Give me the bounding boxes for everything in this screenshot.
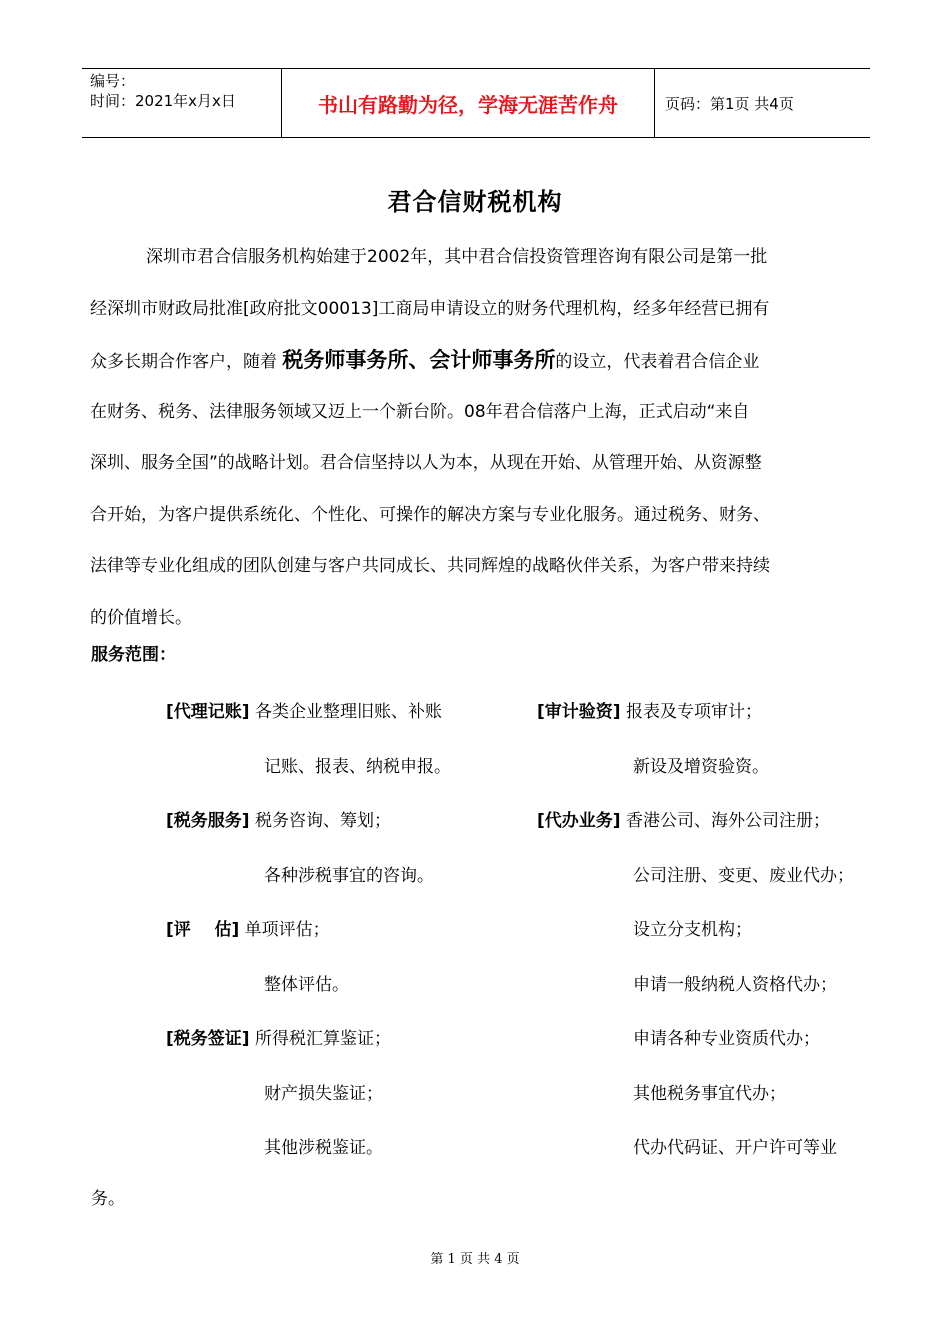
service-text: 设立分支机构； xyxy=(633,920,752,940)
service-item xyxy=(633,915,752,940)
service-tag: [代办业务] xyxy=(537,811,621,831)
service-item xyxy=(264,861,434,886)
service-text: 各种涉税事宜的咨询。 xyxy=(264,866,434,886)
intro-line: 法律等专业化组成的团队创建与客户共同成长、共同辉煌的战略伙伴关系，为客户带来持续 xyxy=(90,556,770,576)
service-tag: [税务服务] xyxy=(166,811,250,831)
service-text: 单项评估； xyxy=(239,920,330,940)
intro-line-part: 的设立，代表着君合信企业 xyxy=(555,352,760,372)
intro-line-emphasis xyxy=(90,335,860,387)
page-footer: 第 1 页 共 4 页 xyxy=(430,1252,520,1267)
service-tag: [代理记账] xyxy=(166,702,250,722)
document-header xyxy=(82,68,870,138)
service-item xyxy=(166,697,442,722)
page-title: 君合信财税机构 xyxy=(387,187,563,216)
service-text: 报表及专项审计； xyxy=(620,702,762,722)
header-motto: 书山有路勤为径，学海无涯苦作舟 xyxy=(282,69,655,137)
header-page-info: 页码：第1页 共4页 xyxy=(665,94,794,113)
service-text: 申请一般纳税人资格代办； xyxy=(633,975,837,995)
service-text: 税务咨询、筹划； xyxy=(249,811,391,831)
service-text: 整体评估。 xyxy=(264,975,349,995)
service-tag: [评 估] xyxy=(166,920,240,940)
service-item xyxy=(537,806,830,831)
service-text: 所得税汇算鉴证； xyxy=(249,1029,391,1049)
service-text: 其他税务事宜代办； xyxy=(633,1084,786,1104)
header-meta xyxy=(82,69,282,137)
intro-paragraph xyxy=(90,232,860,644)
service-text: 新设及增资验资。 xyxy=(633,757,769,777)
intro-line: 经深圳市财政局批准[政府批文00013]工商局申请设立的财务代理机构，经多年经营已拥有 xyxy=(90,298,770,319)
intro-line: 的价值增长。 xyxy=(90,607,192,628)
service-item xyxy=(633,1079,786,1104)
service-item xyxy=(166,915,330,940)
service-tag: [税务签证] xyxy=(166,1029,250,1049)
service-text: 香港公司、海外公司注册； xyxy=(620,811,830,831)
firm-names-emphasis: 税务师事务所、会计师事务所 xyxy=(282,348,556,372)
header-number: 编号： xyxy=(90,72,136,90)
service-text: 代办代码证、开户许可等业 xyxy=(633,1138,837,1158)
service-item xyxy=(537,697,762,722)
service-item xyxy=(166,806,391,831)
intro-line: 深圳、服务全国”的战略计划。君合信坚持以人为本，从现在开始、从管理开始、从资源整 xyxy=(90,453,762,473)
service-text: 各类企业整理旧账、补账 xyxy=(249,702,442,722)
header-time: 时间：2021年x月x日 xyxy=(90,92,236,110)
service-text: 财产损失鉴证； xyxy=(264,1084,383,1104)
services-heading: 服务范围： xyxy=(91,645,176,665)
intro-line-part: 众多长期合作客户，随着 xyxy=(90,352,283,372)
service-item xyxy=(633,861,854,886)
service-tail: 务。 xyxy=(91,1189,125,1209)
service-text: 记账、报表、纳税申报。 xyxy=(264,757,451,777)
intro-line: 深圳市君合信服务机构始建于2002年，其中君合信投资管理咨询有限公司是第一批 xyxy=(146,247,768,267)
service-item xyxy=(264,970,349,995)
service-text: 公司注册、变更、废业代办； xyxy=(633,866,854,886)
service-text: 申请各种专业资质代办； xyxy=(633,1029,820,1049)
service-item xyxy=(633,752,769,777)
intro-line: 在财务、税务、法律服务领域又迈上一个新台阶。08年君合信落户上海，正式启动“来自 xyxy=(90,401,750,422)
service-item xyxy=(264,752,451,777)
intro-line: 合开始，为客户提供系统化、个性化、可操作的解决方案与专业化服务。通过税务、财务、 xyxy=(90,504,770,525)
service-item xyxy=(633,970,837,995)
service-item xyxy=(264,1079,383,1104)
service-item xyxy=(166,1024,391,1049)
service-tag: [审计验资] xyxy=(537,702,621,722)
service-text: 其他涉税鉴证。 xyxy=(264,1138,383,1158)
service-item xyxy=(633,1024,820,1049)
service-item xyxy=(633,1133,837,1158)
service-item xyxy=(264,1133,383,1158)
